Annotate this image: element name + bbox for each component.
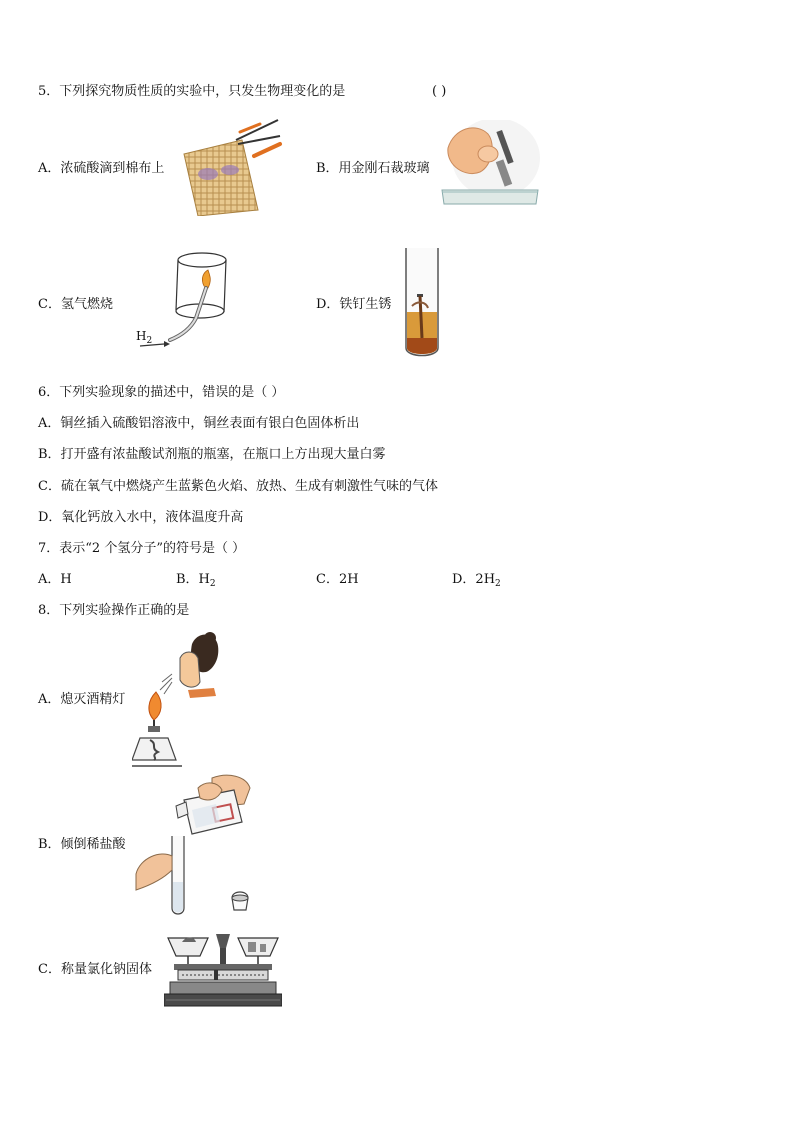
q5-option-c: C．氢气燃烧: [38, 297, 113, 312]
q7-option-b: B．$H_2$: [176, 572, 216, 589]
cotton-cloth-acid-figure: [180, 118, 284, 216]
q5-option-d: D．铁钉生锈: [316, 297, 392, 312]
q5-option-b: B．用金刚石裁玻璃: [316, 161, 430, 176]
q7-option-d: D．$2H_2$: [452, 572, 501, 589]
iron-nail-rusting-figure: [400, 246, 444, 362]
q7-option-c: C．2H: [316, 572, 359, 587]
q6-option-c: C．硫在氧气中燃烧产生蓝紫色火焰、放热、生成有刺激性气味的气体: [38, 479, 438, 494]
q5-option-a: A．浓硫酸滴到棉布上: [38, 161, 165, 176]
q8-option-c: C．称量氯化钠固体: [38, 962, 152, 977]
q8-option-b: B．倾倒稀盐酸: [38, 837, 126, 852]
q7-stem: 7．表示“2 个氢分子”的符号是（ ）: [38, 541, 246, 556]
q6-stem: 6．下列实验现象的描述中，错误的是（ ）: [38, 385, 285, 400]
weighing-sodium-chloride-figure: [164, 930, 282, 1012]
blowing-out-alcohol-lamp-figure: [132, 630, 224, 770]
q8-option-a: A．熄灭酒精灯: [38, 692, 126, 707]
q6-option-b: B．打开盛有浓盐酸试剂瓶的瓶塞，在瓶口上方出现大量白雾: [38, 447, 386, 462]
h2-subscript: 2: [146, 336, 153, 346]
q5-stem: 5．下列探究物质性质的实验中，只发生物理变化的是: [38, 84, 346, 99]
q8-stem: 8．下列实验操作正确的是: [38, 603, 190, 618]
pouring-dilute-hcl-figure: [132, 770, 254, 920]
diamond-cutting-glass-figure: [440, 120, 540, 212]
q5-answer-paren: ( ): [432, 84, 447, 99]
q6-option-d: D．氧化钙放入水中，液体温度升高: [38, 510, 244, 525]
q7-option-a: A．H: [38, 572, 72, 587]
q6-option-a: A．铜丝插入硫酸铝溶液中，铜丝表面有银白色固体析出: [38, 416, 360, 431]
h2-label: $H_2$: [136, 329, 153, 346]
